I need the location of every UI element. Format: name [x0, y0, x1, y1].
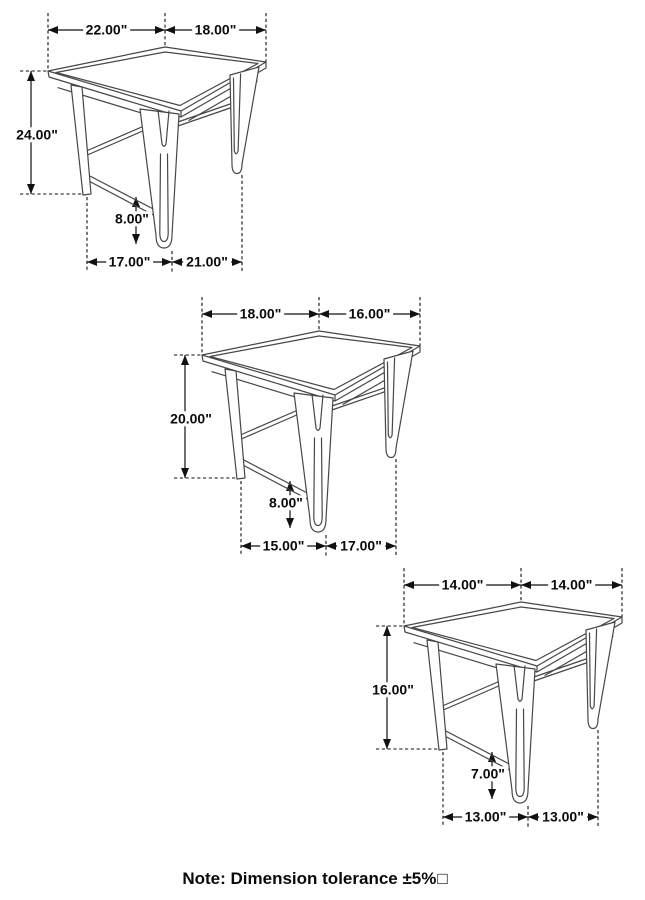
t2-top-width-left-label: 18.00": [237, 306, 285, 321]
t2-base-width-right-label: 17.00": [337, 538, 385, 553]
t2-shelf-height-label: 8.00": [266, 495, 306, 510]
t3-height-label: 16.00": [369, 682, 417, 697]
t1-height-label: 24.00": [13, 127, 61, 142]
tolerance-note: [182, 869, 447, 889]
missing-glyph-box: □: [437, 869, 448, 888]
t3-top-width-left-label: 14.00": [439, 577, 487, 592]
t1-base-width-right-label: 21.00": [183, 254, 231, 269]
t3-top-width-right-label: 14.00": [548, 577, 596, 592]
t1-base-width-left-label: 17.00": [106, 254, 154, 269]
t1-top-width-left-label: 22.00": [83, 22, 131, 37]
t1-top-width-right-label: 18.00": [192, 22, 240, 37]
t2-top-width-right-label: 16.00": [346, 306, 394, 321]
t3-base-width-right-label: 13.00": [539, 809, 587, 824]
t2-base-width-left-label: 15.00": [260, 538, 308, 553]
t3-shelf-height-label: 7.00": [468, 766, 508, 781]
t2-height-label: 20.00": [167, 411, 215, 426]
tolerance-note-text: Note: Dimension tolerance ±5%: [182, 869, 437, 888]
t1-shelf-height-label: 8.00": [112, 211, 152, 226]
t3-base-width-left-label: 13.00": [462, 809, 510, 824]
